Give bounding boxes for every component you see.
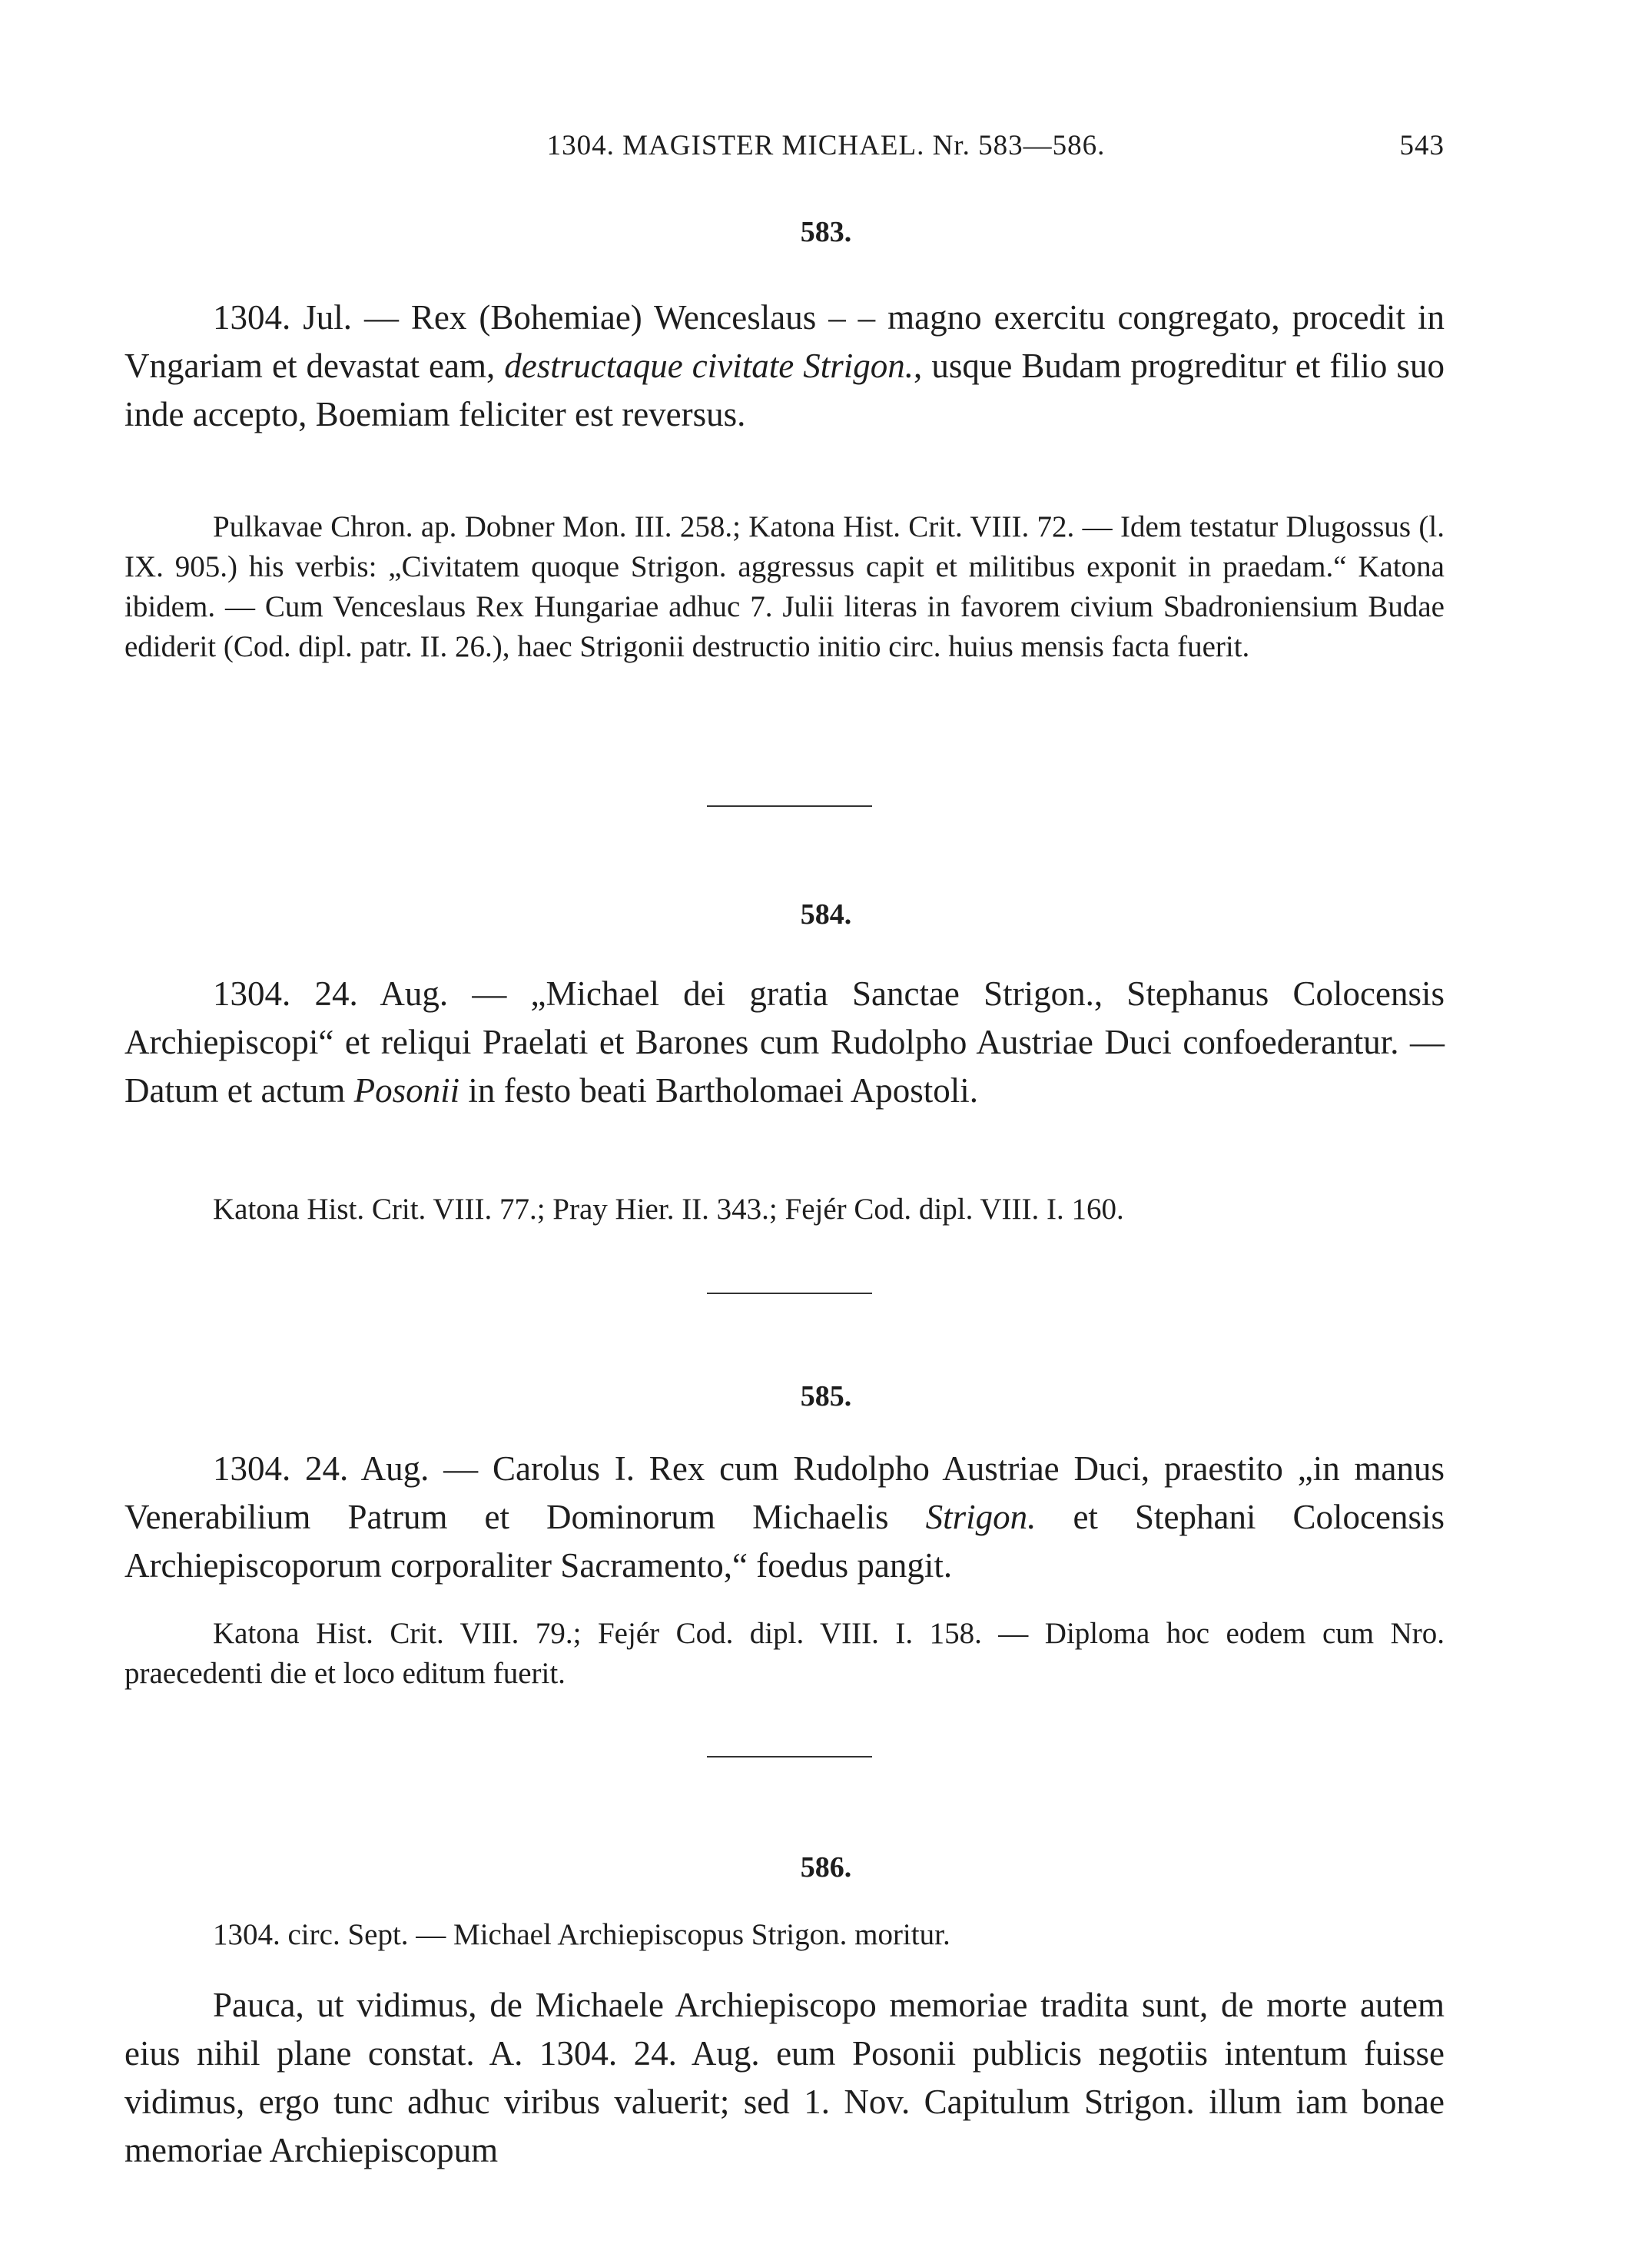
page-number: 543	[1399, 130, 1445, 161]
entry-number-585: 585.	[800, 1380, 852, 1412]
entry-text-583	[124, 294, 1445, 439]
running-header	[0, 129, 1652, 175]
running-title: 1304. MAGISTER MICHAEL. Nr. 583—586.	[546, 130, 1106, 161]
entry-text-583-part1: 1304. Jul. — Rex (Bohemiae) Wenceslaus – – magno exercitu congregato, procedit in Vngariam et devastat eam,	[124, 298, 1445, 385]
entry-text-586: Pauca, ut vidimus, de Michaele Archiepiscopo memoriae tradita sunt, de morte autem eius nihil plane constat. A. 1304. 24. Aug. eum Posonii publicis negotiis intentum fuisse vidimus, ergo tunc adhuc viribus valuerit; sed 1. Nov. Capitulum Strigon. illum iam bonae memoriae Archiepiscopum	[124, 1986, 1445, 2169]
entry-text-583-italic: destructaque civitate Strigon.	[504, 347, 914, 385]
entry-text-584	[124, 970, 1445, 1115]
entry-text-584-part2: in festo beati Bartholomaei Apostoli.	[459, 1071, 979, 1110]
entry-text-583-part2: , usque Budam progreditur et filio suo inde accepto, Boemiam feliciter est reversus.	[124, 347, 1445, 433]
section-divider	[707, 805, 872, 807]
entry-text-584-part1: 1304. 24. Aug. — „Michael dei gratia Sanctae Strigon., Stephanus Colocensis Archiepiscopi“ et reliqui Praelati et Barones cum Rudolpho Austriae Duci confoederantur. — Datum et actum	[124, 974, 1445, 1110]
entry-number-583: 583.	[800, 216, 852, 248]
section-divider	[707, 1756, 872, 1758]
entry-text-585-italic: Strigon.	[925, 1498, 1037, 1536]
entry-text-584-italic: Posonii	[353, 1071, 460, 1110]
entry-number-584: 584.	[800, 898, 852, 931]
entry-source-583: Pulkavae Chron. ap. Dobner Mon. III. 258.; Katona Hist. Crit. VIII. 72. — Idem testatur Dlugossus (l. IX. 905.) his verbis: „Civitatem quoque Strigon. aggressus capit et militibus exponit in praedam.“ Katona ibidem. — Cum Venceslaus Rex Hungariae adhuc 7. Julii literas in favorem civium Sbadroniensium Budae ediderit (Cod. dipl. patr. II. 26.), haec Strigonii destructio initio circ. huius mensis facta fuerit.	[124, 510, 1445, 663]
entry-summary-586: 1304. circ. Sept. — Michael Archiepiscopus Strigon. moritur.	[213, 1918, 950, 1951]
entry-text-585-part1: 1304. 24. Aug. — Carolus I. Rex cum Rudolpho Austriae Duci, praestito „in manus Venerabilium Patrum et Dominorum Michaelis	[124, 1449, 1445, 1536]
entry-source-585: Katona Hist. Crit. VIII. 79.; Fejér Cod. dipl. VIII. I. 158. — Diploma hoc eodem cum Nro. praecedenti die et loco editum fuerit.	[124, 1617, 1445, 1690]
entry-number-586: 586.	[800, 1851, 852, 1884]
entry-text-585-part2: et Stephani Colocensis Archiepiscoporum corporaliter Sacramento,“ foedus pangit.	[124, 1498, 1445, 1585]
entry-text-585	[124, 1445, 1445, 1590]
entry-source-584: Katona Hist. Crit. VIII. 77.; Pray Hier. II. 343.; Fejér Cod. dipl. VIII. I. 160.	[213, 1193, 1124, 1226]
section-divider	[707, 1293, 872, 1294]
